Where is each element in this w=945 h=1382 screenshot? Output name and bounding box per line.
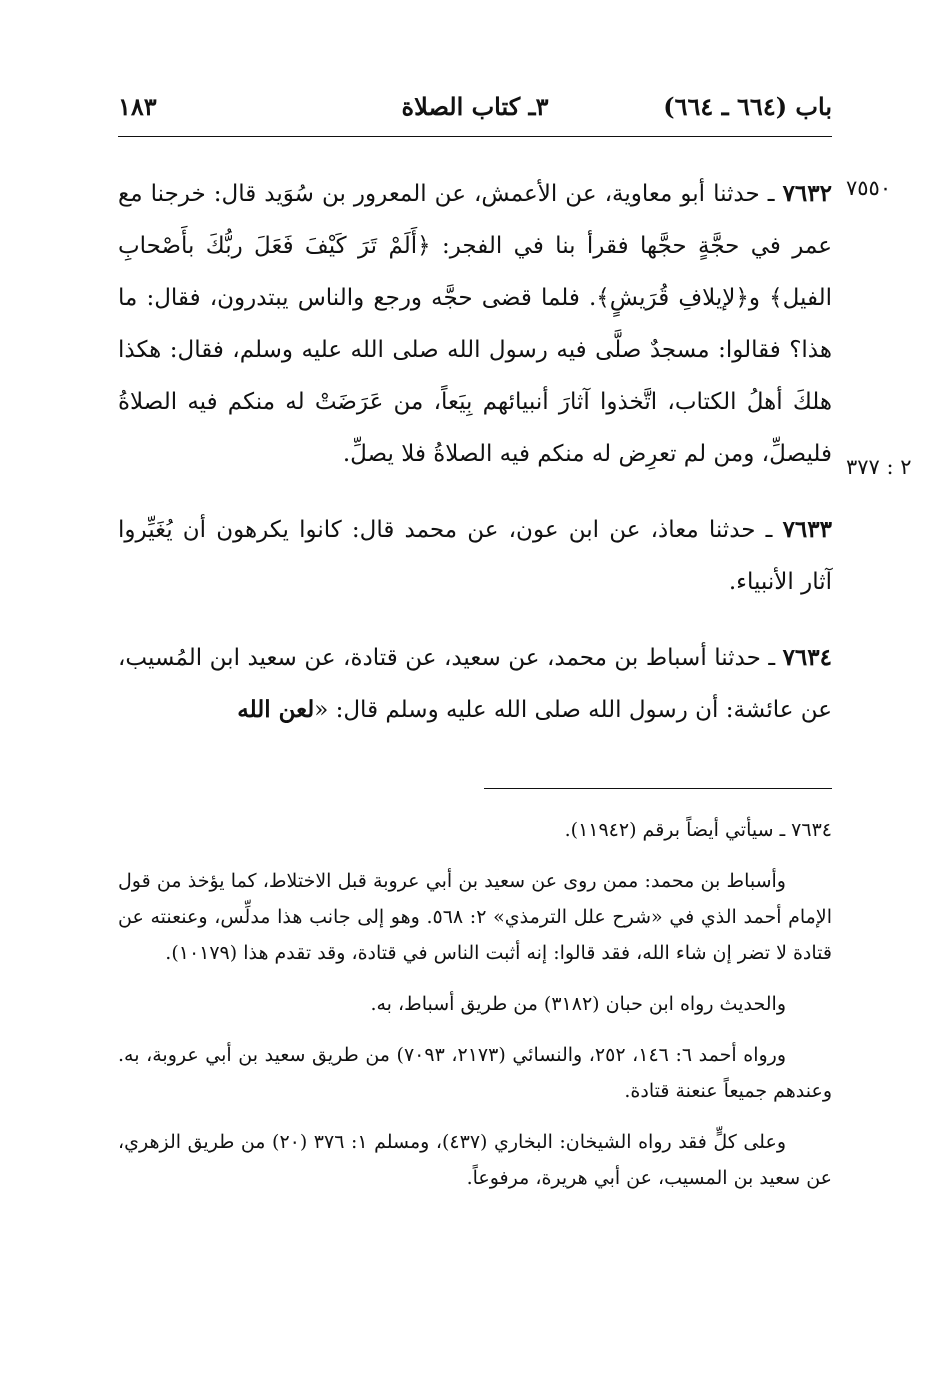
hadith-number: ٧٦٣٣: [782, 516, 832, 543]
hadith-paragraph: [118, 632, 832, 736]
hadith-text: ـ حدثنا معاذ، عن ابن عون، عن محمد قال: كانوا يكرهون أن يُغَيِّروا آثار الأنبياء.: [118, 517, 832, 595]
hadith-paragraph: [118, 504, 832, 608]
hadith-text-bold: لعن الله: [237, 696, 315, 723]
footnotes: [118, 812, 832, 1211]
hadith-number: ٧٦٣٢: [782, 180, 832, 207]
hadith-number: ٧٦٣٤: [782, 644, 832, 671]
footnote: وعلى كلٍّ فقد رواه الشيخان: البخاري (٤٣٧)، ومسلم ١: ٣٧٦ (٢٠) من طريق الزهري، عن سعيد بن المسيب، عن أبي هريرة، مرفوعاً.: [118, 1131, 832, 1189]
footnote-divider: [484, 788, 832, 789]
footnote: والحديث رواه ابن حبان (٣١٨٢) من طريق أسباط، به.: [370, 993, 786, 1015]
page-number: ١٨٣: [118, 92, 157, 121]
hadith-text: ـ حدثنا أسباط بن محمد، عن سعيد، عن قتادة، عن سعيد ابن المُسيب، عن عائشة: أن رسول الله صلى الله عليه وسلم قال: «: [118, 645, 832, 723]
margin-reference-2: ٢ : ٣٧٧: [846, 455, 912, 479]
chapter-range: باب (٦٦٤ ـ ٦٦٤): [663, 92, 832, 121]
footnote: ورواه أحمد ٦: ١٤٦، ٢٥٢، والنسائي (٢١٧٣، ٧٠٩٣) من طريق سعيد بن أبي عروبة، به. وعندهم جميعاً عنعنة قتادة.: [118, 1044, 832, 1102]
hadith-paragraph: [118, 168, 832, 480]
margin-reference-1: ٧٥٥٠: [846, 176, 892, 200]
page-header: [118, 92, 832, 136]
footnote: وأسباط بن محمد: ممن روى عن سعيد بن أبي عروبة قبل الاختلاط، كما يؤخذ من قول الإمام أحمد الذي في «شرح علل الترمذي» ٢: ٥٦٨. وهو إلى جانب هذا مدلِّس، وعنعنته عن قتادة لا تضر إن شاء الله، فقد قالوا: إنه أثبت الناس في قتادة، وقد تقدم هذا (١٠١٧٩).: [118, 870, 832, 964]
book-title: ٣ـ كتاب الصلاة: [401, 92, 549, 121]
hadith-text: ـ حدثنا أبو معاوية، عن الأعمش، عن المعرور بن سُوَيد قال: خرجنا مع عمر في حجَّةٍ حجَّها فقرأ بنا في الفجر: ﴿أَلَمْ تَرَ كَيْفَ فَعَلَ ربُّكَ بأَصْحابِ الفيل﴾ و﴿لإيلافِ قُرَيشٍ﴾. فلما قضى حجَّه ورجع والناس يبتدرون، فقال: ما هذا؟ فقالوا: مسجدٌ صلَّى فيه رسول الله صلى الله عليه وسلم، فقال: هكذا هلكَ أهلُ الكتاب، اتَّخذوا آثارَ أنبيائهم بِيَعاً، من عَرَضَتْ له منكم فيه الصلاةُ فليصلِّ، ومن لم تعرِض له منكم فيه الصلاةُ فلا يصلِّ.: [118, 181, 832, 467]
header-divider: [118, 136, 832, 137]
footnote: ٧٦٣٤ ـ سيأتي أيضاً برقم (١١٩٤٢).: [564, 819, 832, 841]
main-text: [118, 168, 832, 760]
